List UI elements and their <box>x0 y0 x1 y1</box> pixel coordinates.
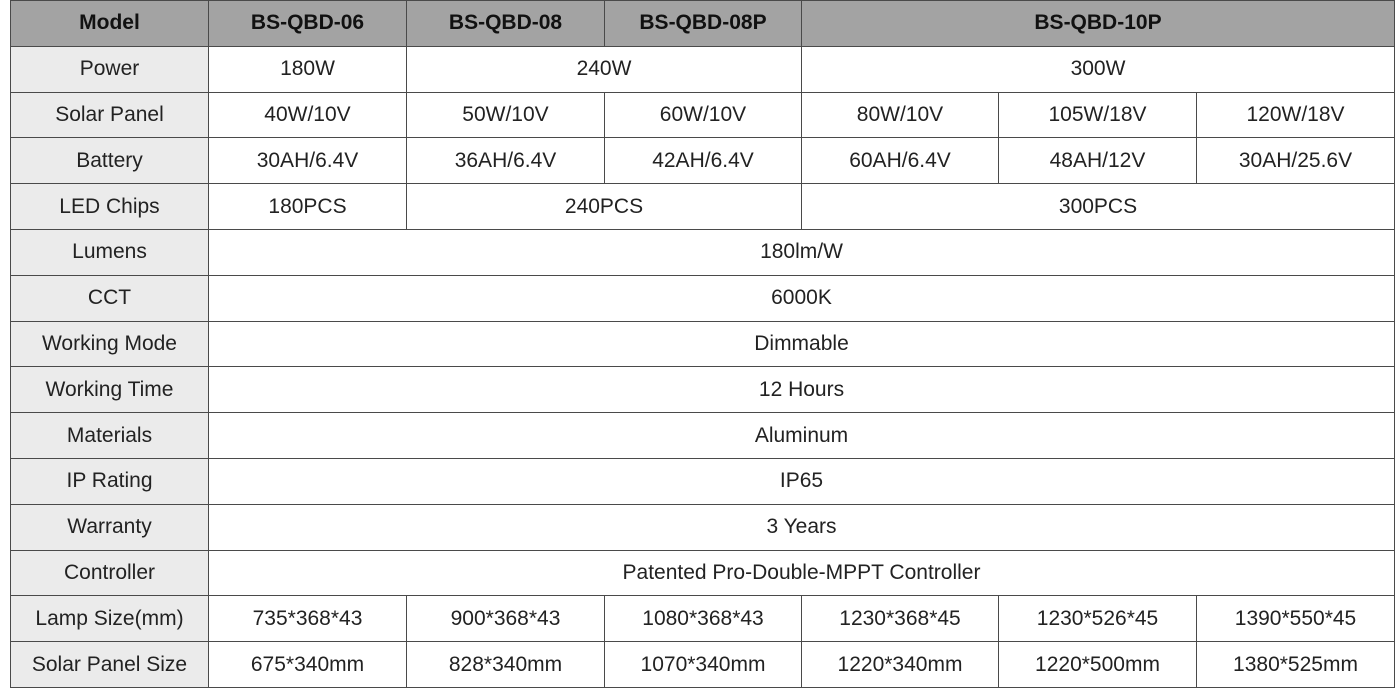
cell-lamp-size: 1230*368*45 <box>802 596 999 642</box>
cell-battery: 48AH/12V <box>999 138 1197 184</box>
row-battery <box>11 138 1395 184</box>
spec-table <box>10 0 1395 688</box>
row-label-ip-rating: IP Rating <box>11 458 209 504</box>
cell-battery: 30AH/6.4V <box>209 138 407 184</box>
row-power <box>11 46 1395 92</box>
row-label-led-chips: LED Chips <box>11 184 209 230</box>
cell-battery: 30AH/25.6V <box>1197 138 1395 184</box>
row-label-warranty: Warranty <box>11 504 209 550</box>
cell-solar-panel-size: 1220*500mm <box>999 642 1197 688</box>
cell-solar-panel: 105W/18V <box>999 92 1197 138</box>
row-label-working-mode: Working Mode <box>11 321 209 367</box>
row-label-working-time: Working Time <box>11 367 209 413</box>
cell-lamp-size: 1080*368*43 <box>605 596 802 642</box>
cell-lamp-size: 735*368*43 <box>209 596 407 642</box>
row-label-power: Power <box>11 46 209 92</box>
row-label-lamp-size: Lamp Size(mm) <box>11 596 209 642</box>
model-header-bs-qbd-06: BS-QBD-06 <box>209 1 407 47</box>
cell-solar-panel-size: 1220*340mm <box>802 642 999 688</box>
row-led-chips <box>11 184 1395 230</box>
model-header-bs-qbd-08: BS-QBD-08 <box>407 1 605 47</box>
cell-led-chips: 300PCS <box>802 184 1395 230</box>
cell-power: 300W <box>802 46 1395 92</box>
cell-solar-panel: 60W/10V <box>605 92 802 138</box>
cell-lumens: 180lm/W <box>209 229 1395 275</box>
row-materials <box>11 413 1395 459</box>
cell-battery: 42AH/6.4V <box>605 138 802 184</box>
row-solar-panel-size <box>11 642 1395 688</box>
cell-solar-panel: 40W/10V <box>209 92 407 138</box>
cell-working-mode: Dimmable <box>209 321 1395 367</box>
cell-materials: Aluminum <box>209 413 1395 459</box>
row-label-cct: CCT <box>11 275 209 321</box>
cell-controller: Patented Pro-Double-MPPT Controller <box>209 550 1395 596</box>
cell-solar-panel-size: 828*340mm <box>407 642 605 688</box>
cell-solar-panel-size: 1380*525mm <box>1197 642 1395 688</box>
row-label-battery: Battery <box>11 138 209 184</box>
cell-lamp-size: 1390*550*45 <box>1197 596 1395 642</box>
row-ip-rating <box>11 458 1395 504</box>
row-solar-panel <box>11 92 1395 138</box>
cell-warranty: 3 Years <box>209 504 1395 550</box>
cell-power: 240W <box>407 46 802 92</box>
cell-working-time: 12 Hours <box>209 367 1395 413</box>
cell-cct: 6000K <box>209 275 1395 321</box>
row-lumens <box>11 229 1395 275</box>
cell-lamp-size: 1230*526*45 <box>999 596 1197 642</box>
cell-power: 180W <box>209 46 407 92</box>
row-label-solar-panel-size: Solar Panel Size <box>11 642 209 688</box>
cell-battery: 36AH/6.4V <box>407 138 605 184</box>
model-header-bs-qbd-08p: BS-QBD-08P <box>605 1 802 47</box>
cell-ip-rating: IP65 <box>209 458 1395 504</box>
cell-lamp-size: 900*368*43 <box>407 596 605 642</box>
cell-solar-panel-size: 675*340mm <box>209 642 407 688</box>
cell-battery: 60AH/6.4V <box>802 138 999 184</box>
model-header: Model <box>11 1 209 47</box>
cell-solar-panel-size: 1070*340mm <box>605 642 802 688</box>
header-row <box>11 1 1395 47</box>
cell-solar-panel: 80W/10V <box>802 92 999 138</box>
row-warranty <box>11 504 1395 550</box>
row-working-time <box>11 367 1395 413</box>
cell-solar-panel: 50W/10V <box>407 92 605 138</box>
row-label-lumens: Lumens <box>11 229 209 275</box>
cell-led-chips: 240PCS <box>407 184 802 230</box>
row-lamp-size <box>11 596 1395 642</box>
row-label-controller: Controller <box>11 550 209 596</box>
row-label-solar-panel: Solar Panel <box>11 92 209 138</box>
model-header-bs-qbd-10p: BS-QBD-10P <box>802 1 1395 47</box>
cell-solar-panel: 120W/18V <box>1197 92 1395 138</box>
row-label-materials: Materials <box>11 413 209 459</box>
row-working-mode <box>11 321 1395 367</box>
cell-led-chips: 180PCS <box>209 184 407 230</box>
row-cct <box>11 275 1395 321</box>
row-controller <box>11 550 1395 596</box>
